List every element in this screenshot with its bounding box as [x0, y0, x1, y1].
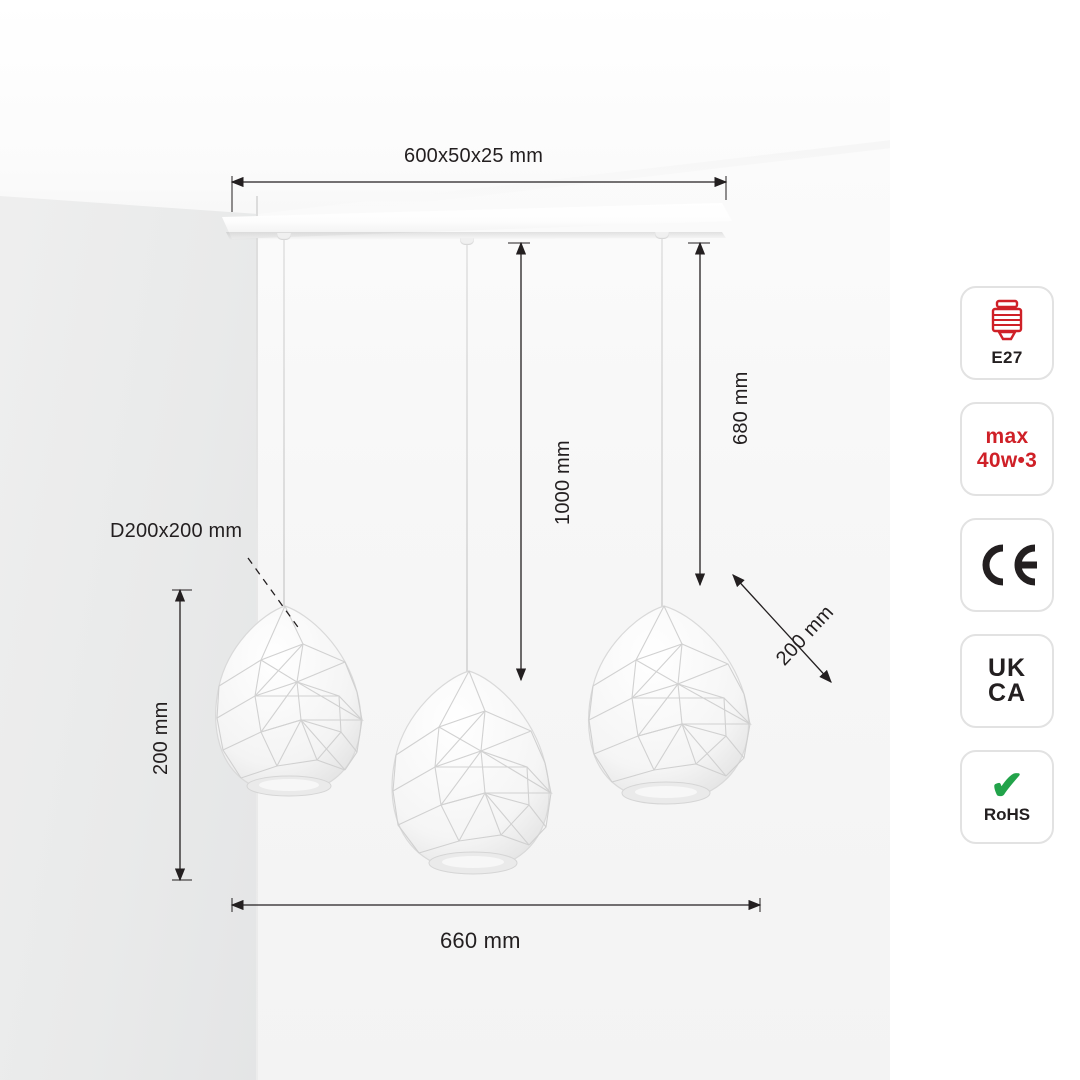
- canopy-outlet-right: [655, 232, 669, 239]
- label-drop-middle: 1000 mm: [552, 440, 574, 525]
- lamp-base-label: E27: [991, 347, 1023, 367]
- rohs-label: RoHS: [983, 805, 1031, 824]
- label-drop-right: 680 mm: [730, 371, 752, 445]
- lamp-holder-icon: [985, 299, 1029, 345]
- pendant-shade-left: [205, 600, 375, 815]
- pendant-shade-right: [578, 600, 763, 820]
- label-depth: 200 mm: [772, 601, 839, 671]
- cable-middle: [466, 245, 468, 695]
- label-shade-diameter: D200x200 mm: [110, 520, 243, 542]
- cable-left: [283, 240, 285, 630]
- wattage-max-label: max: [985, 425, 1029, 448]
- canopy-outlet-left: [277, 233, 291, 240]
- label-shade-height: 200 mm: [150, 701, 172, 775]
- ce-badge: [960, 518, 1054, 612]
- rohs-badge: [960, 750, 1054, 844]
- check-icon: ✔: [990, 764, 1024, 808]
- ukca-label-bottom: CA: [987, 679, 1027, 707]
- label-canopy-size: 600x50x25 mm: [404, 145, 544, 167]
- certification-badges: [960, 286, 1056, 844]
- lamp-base-badge: [960, 286, 1054, 380]
- canopy-outlet-middle: [460, 238, 474, 245]
- ce-mark-icon: [973, 542, 1041, 588]
- wattage-value-label: 40w•3: [976, 449, 1038, 472]
- wattage-badge: [960, 402, 1054, 496]
- label-total-width: 660 mm: [440, 928, 521, 953]
- ukca-badge: [960, 634, 1054, 728]
- ukca-label-top: UK: [987, 654, 1027, 682]
- pendant-shade-middle: [383, 665, 563, 895]
- cable-right: [661, 239, 663, 619]
